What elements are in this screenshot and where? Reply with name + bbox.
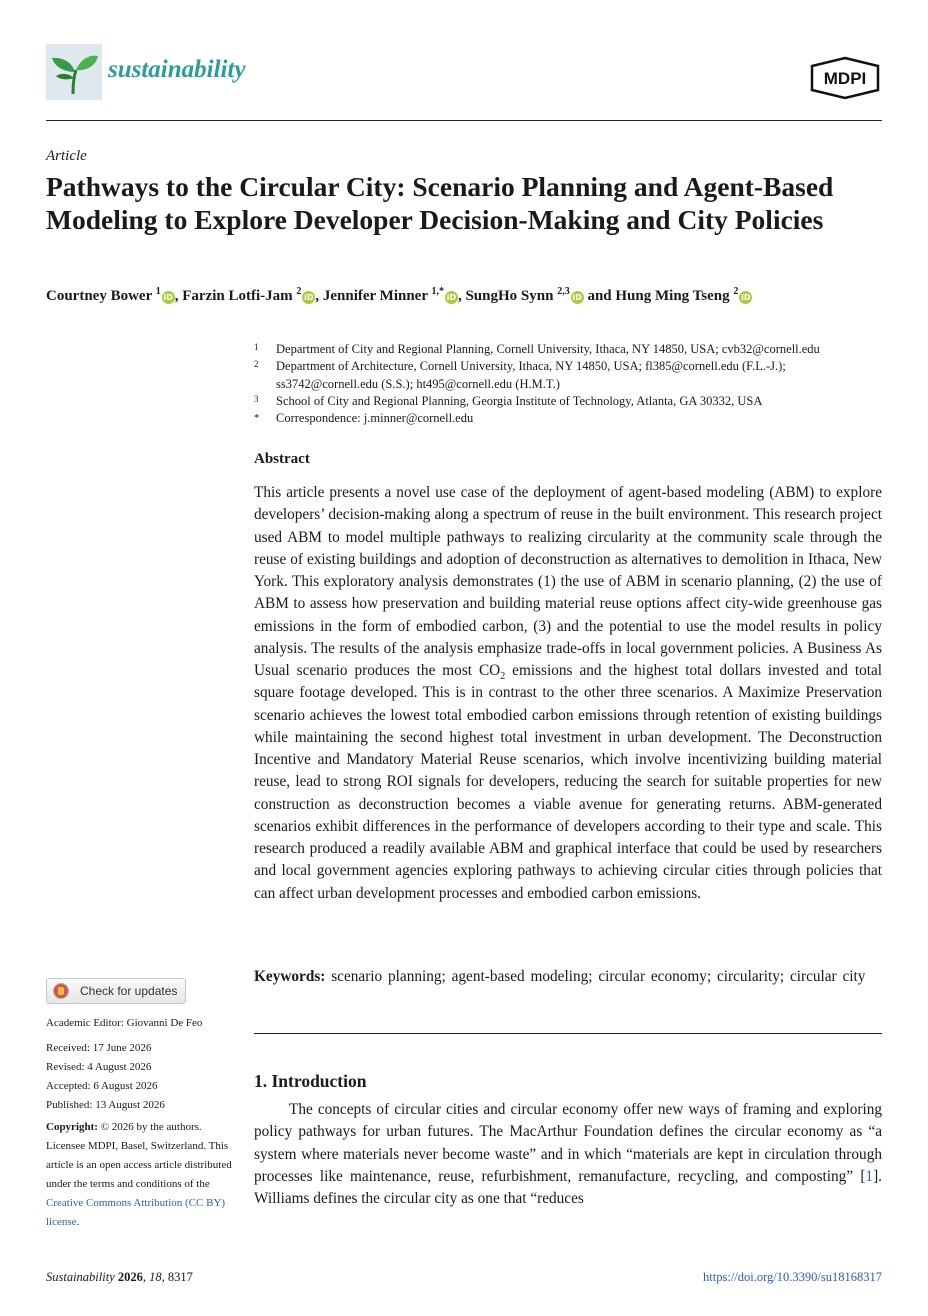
journal-logo xyxy=(46,44,102,100)
keywords-text: scenario planning; agent-based modeling; circular economy; circularity; circular city xyxy=(331,968,866,985)
author-affiliation-mark: 2 xyxy=(296,286,302,297)
revised-date: Revised: 4 August 2026 xyxy=(46,1061,152,1073)
abstract-heading: Abstract xyxy=(254,451,310,467)
check-for-updates-button[interactable] xyxy=(46,978,186,1004)
published-date: Published: 13 August 2026 xyxy=(46,1099,165,1111)
header-divider xyxy=(46,120,882,121)
doi-link[interactable]: https://doi.org/10.3390/su18168317 xyxy=(703,1270,882,1284)
received-date: Received: 17 June 2026 xyxy=(46,1042,152,1054)
accepted-date: Accepted: 6 August 2026 xyxy=(46,1080,158,1092)
check-updates-icon xyxy=(53,983,69,999)
affiliation-text: Department of City and Regional Planning, Cornell University, Ithaca, NY 14850, USA; cvb32@cornell.edu xyxy=(276,342,820,356)
journal-name: sustainability xyxy=(108,56,246,83)
affiliation-text: School of City and Regional Planning, Georgia Institute of Technology, Atlanta, GA 30332, USA xyxy=(276,393,763,408)
section-heading-introduction: 1. Introduction xyxy=(254,1071,367,1091)
affiliations xyxy=(254,341,886,427)
affiliation-mark: 1 xyxy=(254,342,259,352)
keywords xyxy=(254,966,882,988)
author-affiliation-mark: 2,3 xyxy=(557,286,570,297)
affiliation-item xyxy=(254,341,886,358)
article-type: Article xyxy=(46,148,87,164)
author-name: Jennifer Minner xyxy=(322,288,432,304)
sprout-leaf-icon xyxy=(46,44,102,100)
citation-link[interactable]: 1 xyxy=(865,1167,874,1185)
orcid-icon[interactable]: iD xyxy=(163,293,173,302)
affiliation-text: Correspondence: j.minner@cornell.edu xyxy=(276,411,474,426)
article-title: Pathways to the Circular City: Scenario Planning and Agent-Based Modeling to Explore Developer Decision-Making and City Policies xyxy=(46,171,834,235)
keywords-label: Keywords: xyxy=(254,968,326,985)
license-link[interactable]: Creative Commons Attribution (CC BY) license xyxy=(46,1197,226,1228)
author-affiliation-mark: 1,* xyxy=(431,286,444,297)
author-list: Courtney Bower $^1$iD , Farzin Lotfi-Jam $^2$iD , Jennifer Minner $^{1,*}$iD , SungHo Synn $^{2,3}$iD and Hung Ming Tseng $^2$iD xyxy=(46,286,751,304)
affiliation-text: Department of Architecture, Cornell University, Ithaca, NY 14850, USA; fl385@cornell.edu (F.L.-J.); ss3742@cornell.edu (S.S.); ht495@cornell.edu (H.M.T.) xyxy=(276,359,786,391)
copyright-notice: Copyright: © 2026 by the authors. Licensee MDPI, Basel, Switzerland. This article is an open access article distributed under the terms and conditions of the Creative Commons Attribution (CC BY) license. xyxy=(46,1121,232,1228)
mdpi-logo-text: MDPI xyxy=(823,69,867,88)
check-for-updates-label: Check for updates xyxy=(80,984,178,998)
author-name: SungHo Synn xyxy=(465,288,558,304)
mdpi-logo xyxy=(808,56,882,100)
abstract-text: This article presents a novel use case of the deployment of agent-based modeling (ABM) to explore developers’ decision-making along a spectrum of reuse in the built environment. This research project used ABM to model multiple pathways to realizing circularity at the community scale through the reuse of existing buildings and adoption of deconstruction as alternatives to demolition in Ithaca, New York. This exploratory analysis demonstrates (1) the use of ABM in scenario planning, (2) the use of ABM to assess how preservation and building material reuse options affect city-wide greenhouse gas emissions in the form of embodied carbon, (3) and the potential to use the model results in policy analysis. The results of the analysis emphasize trade-offs in local government policies. A Business As Usual scenario produces the most $CO_2$ emissions and the highest total dollars invested and total square footage developed. This is in contrast to the other three scenarios. A Maximize Preservation scenario achieves the lowest total embodied carbon emissions through retention of existing buildings while maintaining the second highest total investment in urban development. The Deconstruction Incentive and Mandatory Material Reuse scenarios, which involve incentivizing building material reuse, lead to strong ROI signals for developers, reducing the search for suitable properties for new construction as deconstruction becomes a viable avenue for generating returns. ABM-generated scenarios exhibit differences in the performance of developers according to their type and scale. This research produced a readily available ABM and graphical interface that could be used by researchers and local government agencies exploring pathways to achieving circular cities through policies that can affect urban development processes and embodied carbon emissions. xyxy=(254,484,883,902)
introduction-paragraph: The concepts of circular cities and circular economy offer new ways of framing and exploring policy pathways for urban futures. The MacArthur Foundation defines the circular economy as “a system where materials never become waste” and in which “materials are kept in circulation through processes like maintenance, reuse, refurbishment, remanufacture, recycling, and composting” [1]. Williams defines the circular city as one that “reduces xyxy=(254,1101,882,1207)
affiliation-item xyxy=(254,358,886,393)
affiliation-mark: 2 xyxy=(254,359,259,370)
affiliation-mark: * xyxy=(254,412,260,425)
orcid-icon[interactable]: iD xyxy=(741,293,751,302)
author-name: Hung Ming Tseng xyxy=(615,288,734,304)
keywords-divider xyxy=(254,1033,882,1034)
author-name: Farzin Lotfi-Jam xyxy=(182,288,297,304)
author-name: Courtney Bower xyxy=(46,288,156,304)
affiliation-item xyxy=(254,393,886,410)
author-affiliation-mark: 2 xyxy=(733,286,739,297)
affiliation-mark: 3 xyxy=(254,393,259,404)
orcid-icon[interactable]: iD xyxy=(304,293,314,302)
orcid-icon[interactable]: iD xyxy=(572,293,582,302)
academic-editor: Academic Editor: Giovanni De Feo xyxy=(46,1017,203,1029)
footer-citation: Sustainability 2026, 18, 8317 xyxy=(46,1270,193,1284)
publication-dates xyxy=(46,1039,236,1115)
affiliation-item xyxy=(254,410,886,427)
author-affiliation-mark: 1 xyxy=(155,286,161,297)
orcid-icon[interactable]: iD xyxy=(446,293,457,302)
